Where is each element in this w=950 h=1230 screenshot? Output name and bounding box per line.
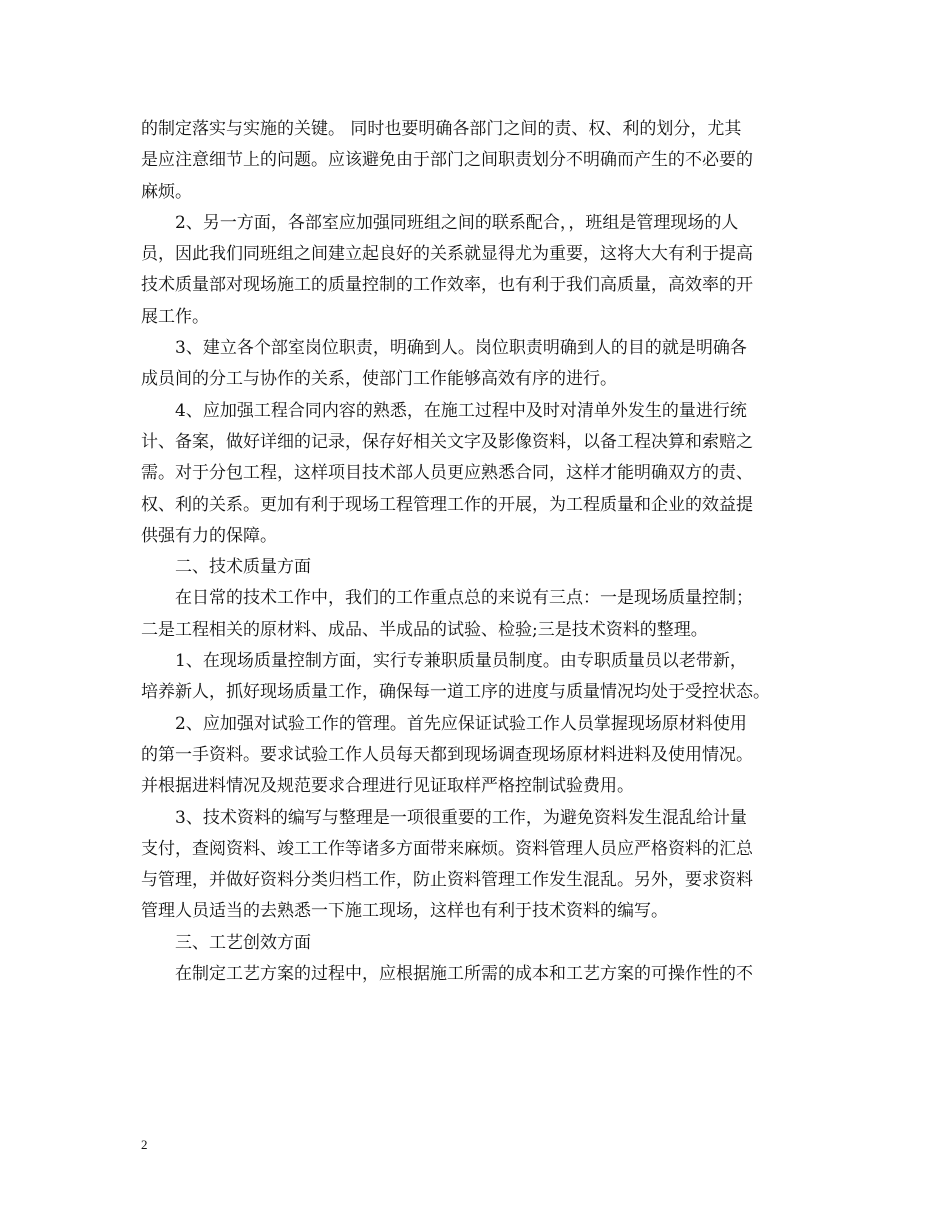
text-line: 3、技术资料的编写与整理是一项很重要的工作，为避免资料发生混乱给计量 (175, 807, 747, 828)
text-line: 成员间的分工与协作的关系，使部门工作能够高效有序的进行。 (141, 369, 617, 390)
text-line: 供强有力的保障。 (141, 525, 277, 546)
text-line: 的制定落实与实施的关键。 同时也要明确各部门之间的责、权、利的划分，尤其 (141, 119, 742, 139)
text-line: 二、技术质量方面 (175, 557, 311, 578)
text-line: 是应注意细节上的问题。应该避免由于部门之间职责划分不明确而产生的不必要的 (141, 150, 753, 171)
text-line: 2、应加强对试验工作的管理。首先应保证试验工作人员掌握现场原材料使用 (175, 713, 747, 734)
text-line: 权、利的关系。更加有利于现场工程管理工作的开展，为工程质量和企业的效益提 (141, 494, 753, 515)
text-line: 麻烦。 (141, 181, 192, 202)
text-line: 在制定工艺方案的过程中，应根据施工所需的成本和工艺方案的可操作性的不 (175, 964, 753, 985)
text-line: 4、应加强工程合同内容的熟悉，在施工过程中及时对清单外发生的量进行统 (175, 400, 747, 421)
text-line: 二是工程相关的原材料、成品、半成品的试验、检验;三是技术资料的整理。 (141, 619, 708, 640)
text-line: 3、建立各个部室岗位职责，明确到人。岗位职责明确到人的目的就是明确各 (175, 338, 747, 359)
text-line: 支付，查阅资料、竣工工作等诸多方面带来麻烦。资料管理人员应严格资料的汇总 (141, 838, 753, 859)
page-number: 2 (141, 1137, 148, 1152)
text-line: 在日常的技术工作中，我们的工作重点总的来说有三点：一是现场质量控制； (175, 588, 753, 609)
text-line: 管理人员适当的去熟悉一下施工现场，这样也有利于技术资料的编写。 (141, 901, 668, 922)
text-line: 1、在现场质量控制方面，实行专兼职质量员制度。由专职质量员以老带新， (175, 651, 747, 672)
text-line: 员，因此我们同班组之间建立起良好的关系就显得尤为重要，这将大大有利于提高 (141, 244, 753, 265)
text-line: 计、备案，做好详细的记录，保存好相关文字及影像资料，以备工程决算和索赔之 (141, 431, 753, 452)
text-line: 培养新人，抓好现场质量工作，确保每一道工序的进度与质量情况均处于受控状态。 (141, 682, 770, 703)
text-line: 需。对于分包工程，这样项目技术部人员更应熟悉合同，这样才能明确双方的责、 (141, 463, 753, 484)
text-line: 与管理，并做好资料分类归档工作，防止资料管理工作发生混乱。另外，要求资料 (141, 870, 753, 891)
text-line: 技术质量部对现场施工的质量控制的工作效率，也有利于我们高质量，高效率的开 (141, 275, 753, 296)
body-text (141, 114, 819, 990)
text-line: 三、工艺创效方面 (175, 932, 311, 953)
text-line: 2、另一方面，各部室应加强同班组之间的联系配合，，班组是管理现场的人 (175, 212, 739, 233)
text-line: 的第一手资料。要求试验工作人员每天都到现场调查现场原材料进料及使用情况。 (141, 744, 753, 765)
text-line: 并根据进料情况及规范要求合理进行见证取样严格控制试验费用。 (141, 776, 634, 797)
text-line: 展工作。 (141, 306, 209, 327)
